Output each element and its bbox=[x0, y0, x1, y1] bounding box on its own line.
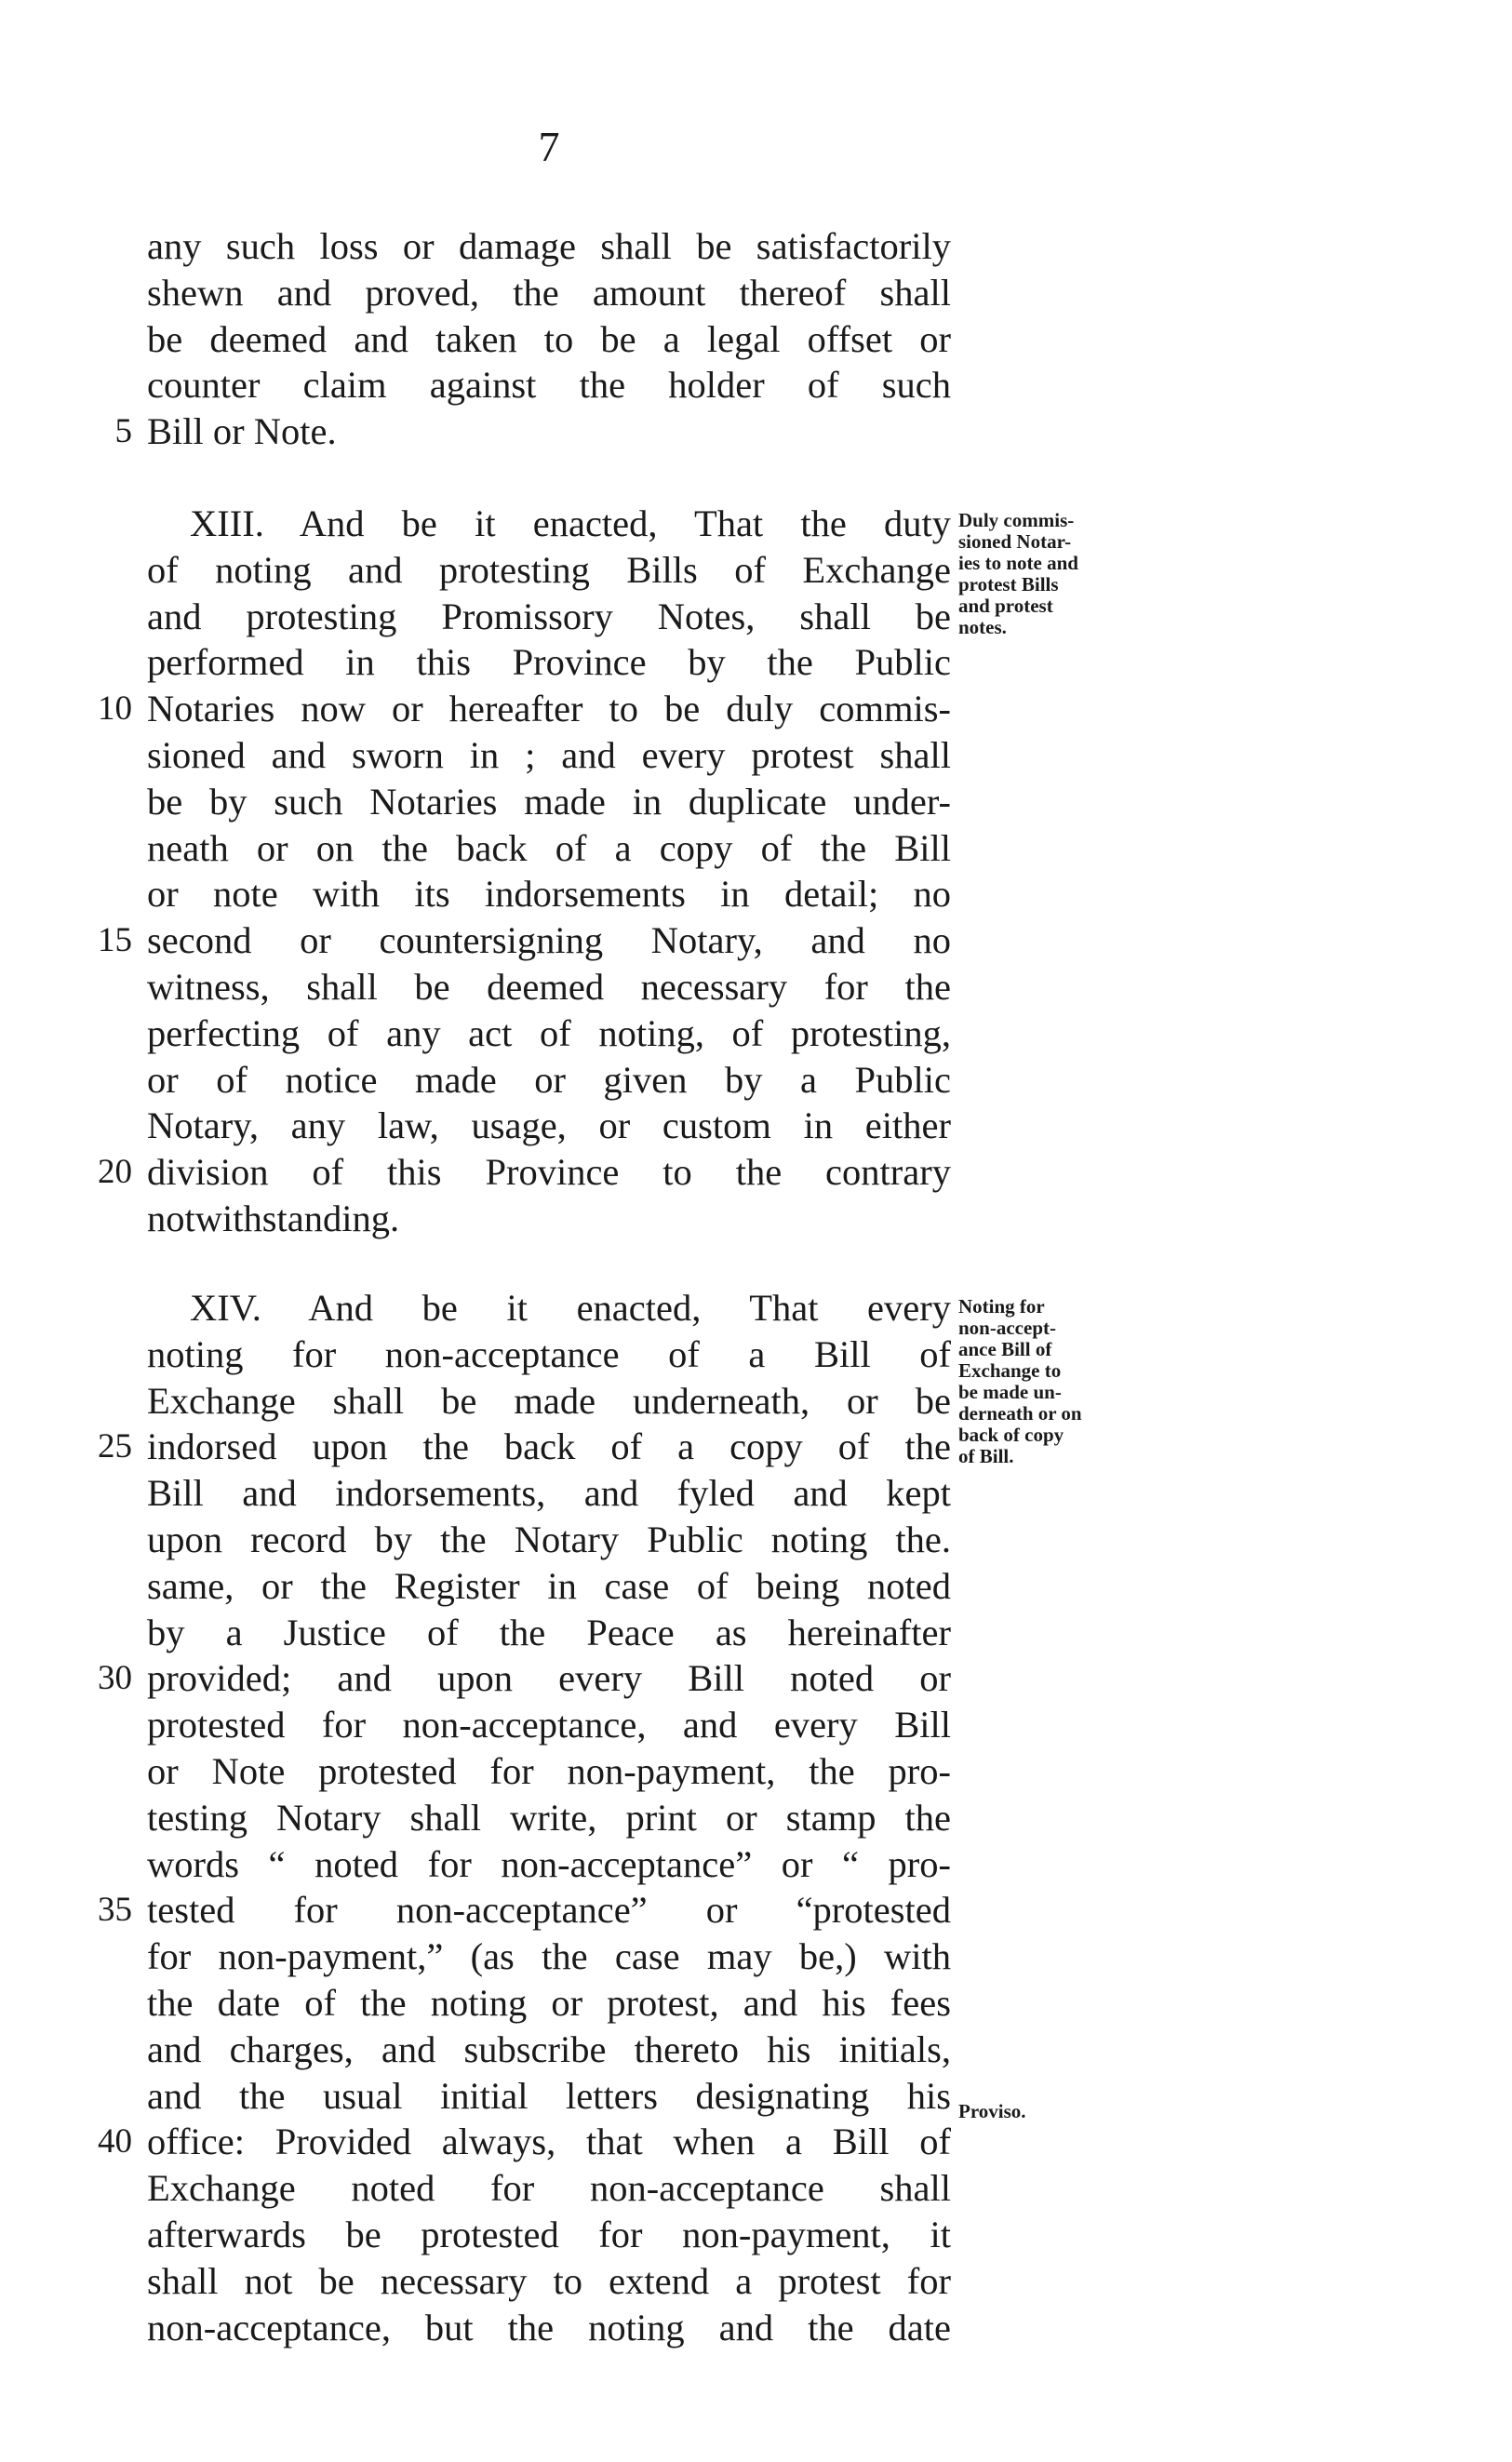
text-line: 25 indorsed upon the back of a copy of the bbox=[147, 1424, 951, 1470]
line-number: 20 bbox=[98, 1153, 132, 1192]
line-number: 15 bbox=[98, 921, 132, 960]
text-line: or note with its indorsements in detail; no bbox=[147, 873, 951, 916]
page-number: 7 bbox=[538, 123, 560, 170]
margin-note-notaries: Duly commis- sioned Notar- ies to note and protest Bills and protest notes. bbox=[958, 509, 1078, 638]
text-line: sioned and sworn in ; and every protest shall bbox=[147, 733, 951, 776]
line-number: 10 bbox=[98, 689, 132, 729]
text-line: 15 second or countersigning Notary, and no bbox=[147, 917, 951, 964]
line-number: 5 bbox=[114, 412, 132, 451]
text-line: 10 Notaries now or hereafter to be duly commis- bbox=[147, 686, 951, 732]
text-line: any such loss or damage shall be satisfactorily bbox=[147, 225, 951, 267]
text-line: upon record by the Notary Public noting the. bbox=[147, 1518, 951, 1560]
text-line: 35 tested for non-acceptance” or “protested bbox=[147, 1887, 951, 1933]
text-line: and the usual initial letters designating his bbox=[147, 2074, 951, 2117]
line-number: 30 bbox=[98, 1659, 132, 1698]
text-line: performed in this Province by the Public bbox=[147, 641, 951, 684]
text-line: shall not be necessary to extend a protest for bbox=[147, 2259, 951, 2302]
text-line: counter claim against the holder of such bbox=[147, 364, 951, 407]
text-line: same, or the Register in case of being noted bbox=[147, 1564, 951, 1607]
text-line: Bill and indorsements, and fyled and kept bbox=[147, 1472, 951, 1515]
text-line: noting for non-acceptance of a Bill of bbox=[147, 1332, 951, 1375]
text-line: by a Justice of the Peace as hereinafter bbox=[147, 1611, 951, 1653]
line-number: 40 bbox=[98, 2122, 132, 2161]
text-line: shewn and proved, the amount thereof shall bbox=[147, 271, 951, 314]
text-line: or of notice made or given by a Public bbox=[147, 1058, 951, 1101]
text-line: witness, shall be deemed necessary for the bbox=[147, 965, 951, 1008]
text-line: 5 Bill or Note. bbox=[147, 408, 951, 455]
text-line: perfecting of any act of noting, of protesting, bbox=[147, 1011, 951, 1054]
text-line: Exchange shall be made underneath, or be bbox=[147, 1379, 951, 1422]
text-line: 40 office: Provided always, that when a Bill of bbox=[147, 2119, 951, 2165]
text-line bbox=[147, 2350, 951, 2397]
text-line: afterwards be protested for non-payment, it bbox=[147, 2213, 951, 2255]
text-line: Notary, any law, usage, or custom in either bbox=[147, 1104, 951, 1147]
text-line: be deemed and taken to be a legal offset or bbox=[147, 317, 951, 360]
text-line: be by such Notaries made in duplicate under- bbox=[147, 780, 951, 823]
text-line: and charges, and subscribe thereto his initials, bbox=[147, 2027, 951, 2070]
paragraph-continuation bbox=[114, 223, 951, 455]
margin-note-noting: Noting for non-accept- ance Bill of Exchange to be made un- derneath or on back of copy of Bill. bbox=[958, 1295, 1082, 1467]
text-line: XIII. And be it enacted, That the duty bbox=[190, 502, 951, 544]
text-line: words “ noted for non-acceptance” or “ pro- bbox=[147, 1842, 951, 1885]
line-number: 35 bbox=[98, 1891, 132, 1930]
text-line: or Note protested for non-payment, the pro- bbox=[147, 1749, 951, 1792]
text-line: the date of the noting or protest, and his fees bbox=[147, 1981, 951, 2024]
section-xiv bbox=[98, 1285, 951, 2397]
text-line: and protesting Promissory Notes, shall be bbox=[147, 595, 951, 637]
margin-note-proviso: Proviso. bbox=[958, 2100, 1026, 2122]
text-line: notwithstanding. bbox=[147, 1197, 400, 1239]
text-line: Exchange noted for non-acceptance shall bbox=[147, 2167, 951, 2210]
text-line: for non-payment,” (as the case may be,) with bbox=[147, 1935, 951, 1978]
text-line: XIV. And be it enacted, That every bbox=[190, 1287, 951, 1329]
text-line: of noting and protesting Bills of Exchange bbox=[147, 548, 951, 591]
section-xiii bbox=[98, 501, 951, 1242]
text-line: protested for non-acceptance, and every Bill bbox=[147, 1704, 951, 1746]
text-line: 20 division of this Province to the contrary bbox=[147, 1149, 951, 1196]
text-line: non-acceptance, but the noting and the date bbox=[147, 2306, 951, 2348]
text-line: neath or on the back of a copy of the Bill bbox=[147, 826, 951, 869]
line-number: 25 bbox=[98, 1427, 132, 1466]
text-line: 30 provided; and upon every Bill noted or bbox=[147, 1655, 951, 1702]
text-line: testing Notary shall write, print or stamp the bbox=[147, 1796, 951, 1839]
